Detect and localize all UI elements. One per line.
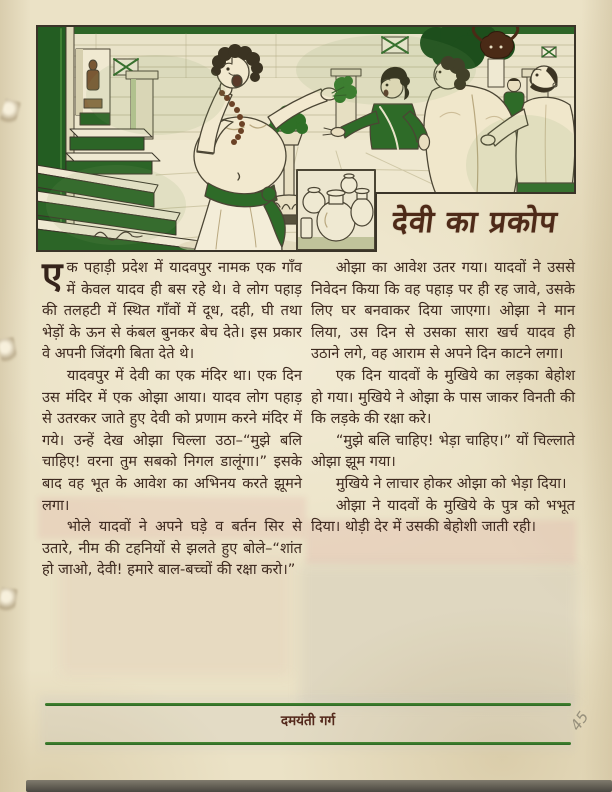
right-text-column [311, 257, 575, 538]
paragraph: “मुझे बलि चाहिए! भेड़ा चाहिए।” यों चिल्लाते ओझा झूम गया। [311, 431, 575, 471]
paper-crease [0, 587, 18, 615]
paper-crease [0, 98, 21, 127]
left-text-column [42, 254, 302, 581]
open-mouth [232, 75, 242, 87]
paragraph: ओझा ने यादवों के मुखिये के पुत्र को भभूत दिया। थोड़ी देर में उसकी बेहोशी जाती रही। [311, 496, 575, 536]
paragraph: ओझा का आवेश उतर गया। यादवों ने उससे निवेदन किया कि वह पहाड़ पर ही रह जावे, उसके लिए घर बनवाकर दिया जाएगा। ओझा ने मान लिया, उस दिन से उसका सारा खर्च यादव ही उठाने लगे, वह आराम से अपने दिन काटने लगा। [311, 259, 575, 363]
author-credit: दमयंती गर्ग [280, 713, 336, 729]
paragraph: भोले यादवों ने अपने घड़े व बर्तन सिर से उतारे, नीम की टहनियों से झलते हुए बोले–“शांत हो जाओ, देवी! हमारे बाल-बच्चों की रक्षा करो।” [42, 518, 302, 579]
pencil-note: 45 [566, 708, 593, 734]
paragraph: मुखिये ने लाचार होकर ओझा को भेड़ा दिया। [335, 474, 567, 492]
paragraph [42, 254, 302, 365]
pots-panel [297, 170, 375, 250]
footer-rule-bottom [45, 742, 571, 745]
paper-crease [0, 337, 18, 365]
paper-stain [300, 565, 578, 705]
paragraph-text: क पहाड़ी प्रदेश में यादवपुर नामक एक गाँव में केवल यादव ही बस रहे थे। वे लोग पहाड़ की तलहटी में स्थित गाँवों में दूध, दही, घी तथा भेड़ों के ऊन से कंबल बुनकर बेच देते। इस प्रकार वे अपनी जिंदगी बिता देते थे। [42, 259, 302, 363]
paragraph: एक दिन यादवों के मुखिये का लड़का बेहोश हो गया। मुखिये ने ओझा के पास जाकर विनती की कि लड़के की रक्षा करे। [311, 366, 575, 428]
drop-cap: ए [42, 254, 63, 297]
footer-rule-top [45, 703, 571, 706]
story-title: देवी का प्रकोप [390, 204, 560, 240]
page-bottom-edge [26, 780, 612, 792]
paragraph: यादवपुर में देवी का एक मंदिर था। एक दिन उस मंदिर में एक ओझा आया। यादव लोग पहाड़ से उतरकर जाते हुए देवी को प्रणाम करने मंदिर में गये। उन्हें देख ओझा चिल्ला उठा–“मुझे बलि चाहिए! वरना तुम सबको निगल डालूंगा।” इसके बाद वह भूत के आवेश का अभिनय करते झूमने लगा। [42, 366, 302, 514]
